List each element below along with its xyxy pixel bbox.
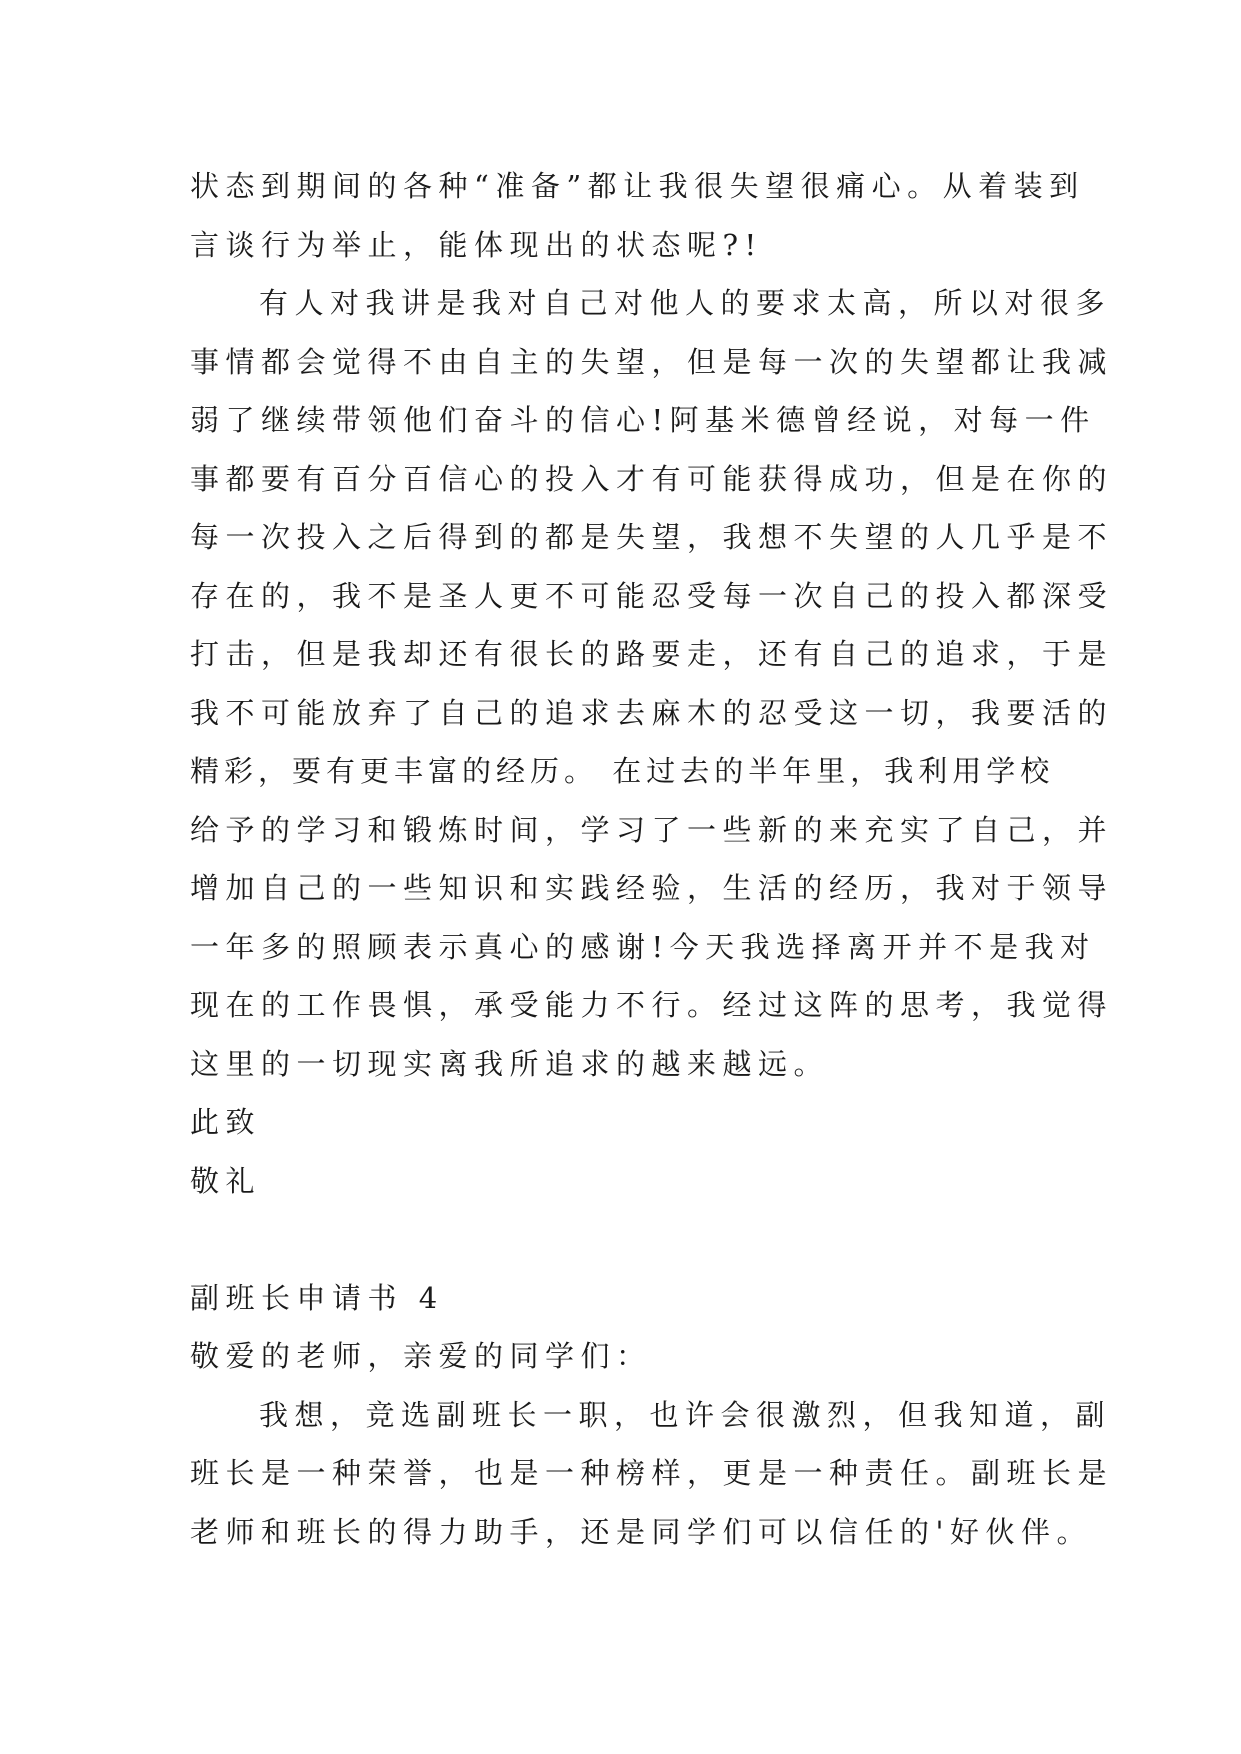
paragraph-line: 事情都会觉得不由自主的失望，但是每一次的失望都让我减 [190, 344, 1114, 379]
salutation: 敬爱的老师，亲爱的同学们： [190, 1339, 652, 1373]
closing-line-1: 此致 [190, 1105, 262, 1139]
paragraph-line: 增加自己的一些知识和实践经验，生活的经历，我对于领导 [190, 871, 1114, 905]
paragraph-line: 班长是一种荣誉，也是一种榜样，更是一种责任。副班长是 [190, 1456, 1114, 1490]
document-body [190, 157, 1114, 1561]
paragraph-line: 精彩，要有更丰富的经历。 在过去的半年里，我利用学校 [190, 754, 1055, 788]
paragraph-line: 状态到期间的各种“准备”都让我很失望很痛心。从着装到 [190, 169, 1085, 203]
section-title: 副班长申请书 4 [190, 1280, 444, 1315]
paragraph-line: 事都要有百分百信心的投入才有可能获得成功，但是在你的 [190, 461, 1114, 496]
paragraph-line: 言谈行为举止，能体现出的状态呢?! [190, 227, 763, 262]
paragraph-line: 打击，但是我却还有很长的路要走，还有自己的追求，于是 [190, 637, 1114, 671]
paragraph-line: 现在的工作畏惧，承受能力不行。经过这阵的思考，我觉得 [190, 988, 1114, 1022]
paragraph-line: 我想，竞选副班长一职，也许会很激烈，但我知道，副 [259, 1397, 1112, 1432]
paragraph-line: 每一次投入之后得到的都是失望，我想不失望的人几乎是不 [190, 520, 1114, 554]
paragraph-line: 给予的学习和锻炼时间，学习了一些新的来充实了自己，并 [190, 812, 1114, 847]
paragraph-line: 我不可能放弃了自己的追求去麻木的忍受这一切，我要活的 [190, 695, 1114, 730]
blank-spacer [190, 1210, 1056, 1269]
paragraph-line: 一年多的照顾表示真心的感谢!今天我选择离开并不是我对 [190, 929, 1096, 964]
paragraph-line: 弱了继续带领他们奋斗的信心!阿基米德曾经说，对每一件 [190, 403, 1096, 437]
paragraph-line: 存在的，我不是圣人更不可能忍受每一次自己的投入都深受 [190, 578, 1114, 613]
paragraph-line: 有人对我讲是我对自己对他人的要求太高，所以对很多 [259, 286, 1112, 320]
paragraph-line: 老师和班长的得力助手，还是同学们可以信任的'好伙伴。 [190, 1514, 1092, 1549]
closing-line-2: 敬礼 [190, 1163, 262, 1198]
paragraph-line: 这里的一切现实离我所追求的越来越远。 [190, 1046, 830, 1081]
